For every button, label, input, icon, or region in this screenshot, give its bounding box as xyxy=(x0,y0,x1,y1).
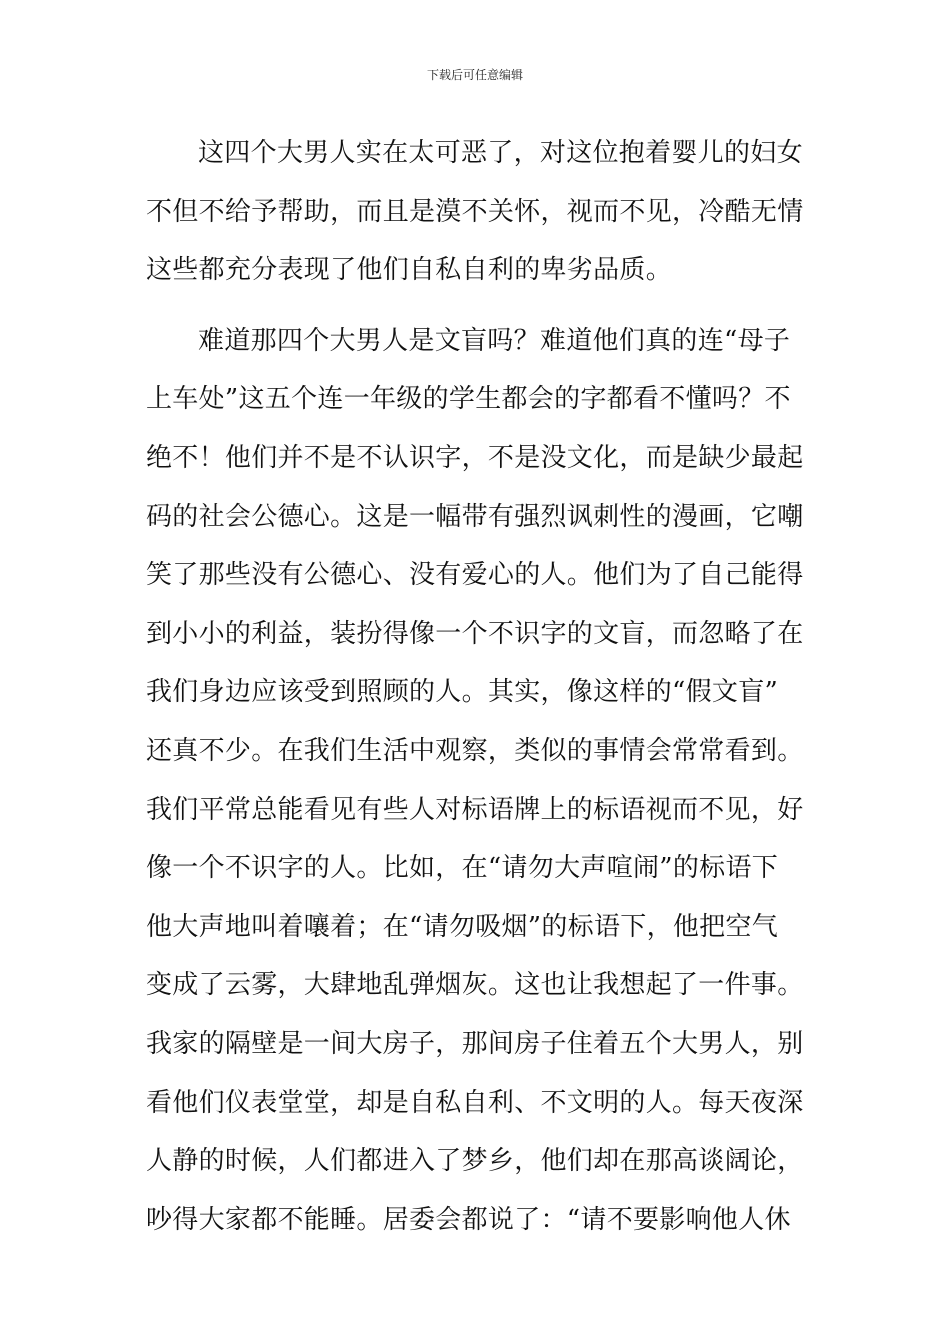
text-line: 他大声地叫着嚷着；在“请勿吸烟”的标语下，他把空气 xyxy=(146,911,779,942)
text-line: 我们身边应该受到照顾的人。其实，像这样的“假文盲” xyxy=(146,677,779,708)
text-line: 绝不！他们并不是不认识字，不是没文化，而是缺少最起 xyxy=(146,442,804,473)
text-line: 码的社会公德心。这是一幅带有强烈讽刺性的漫画，它嘲 xyxy=(146,501,804,532)
text-line: 还真不少。在我们生活中观察，类似的事情会常常看到。 xyxy=(146,735,804,766)
page-header: 下载后可任意编辑 xyxy=(426,68,523,82)
document-body xyxy=(146,130,816,1255)
paragraph-2 xyxy=(146,318,816,1256)
text-line: 这些都充分表现了他们自私自利的卑劣品质。 xyxy=(146,255,673,286)
text-line: 这四个大男人实在太可恶了，对这位抱着婴儿的妇女 xyxy=(198,138,803,168)
text-line: 看他们仪表堂堂，却是自私自利、不文明的人。每天夜深 xyxy=(146,1087,804,1118)
text-line: 上车处”这五个连一年级的学生都会的字都看不懂吗？不 xyxy=(146,384,791,415)
text-line: 像一个不识字的人。比如，在“请勿大声喧闹”的标语下 xyxy=(146,853,779,884)
text-line: 难道那四个大男人是文盲吗？难道他们真的连“母子 xyxy=(198,325,791,356)
paragraph-gap xyxy=(146,306,816,318)
text-line: 我们平常总能看见有些人对标语牌上的标语视而不见，好 xyxy=(146,794,804,825)
text-line: 笑了那些没有公德心、没有爱心的人。他们为了自己能得 xyxy=(146,560,804,591)
text-line: 变成了云雾，大肆地乱弹烟灰。这也让我想起了一件事。 xyxy=(146,970,804,1001)
text-line: 人静的时候，人们都进入了梦乡，他们却在那高谈阔论， xyxy=(146,1146,804,1177)
paragraph-1 xyxy=(146,130,816,306)
text-line: 我家的隔壁是一间大房子，那间房子住着五个大男人，别 xyxy=(146,1028,804,1059)
text-line: 到小小的利益，装扮得像一个不识字的文盲，而忽略了在 xyxy=(146,618,804,649)
text-line: 不但不给予帮助，而且是漠不关怀，视而不见，冷酷无情 xyxy=(146,196,804,227)
text-line: 吵得大家都不能睡。居委会都说了：“请不要影响他人休 xyxy=(146,1204,791,1235)
